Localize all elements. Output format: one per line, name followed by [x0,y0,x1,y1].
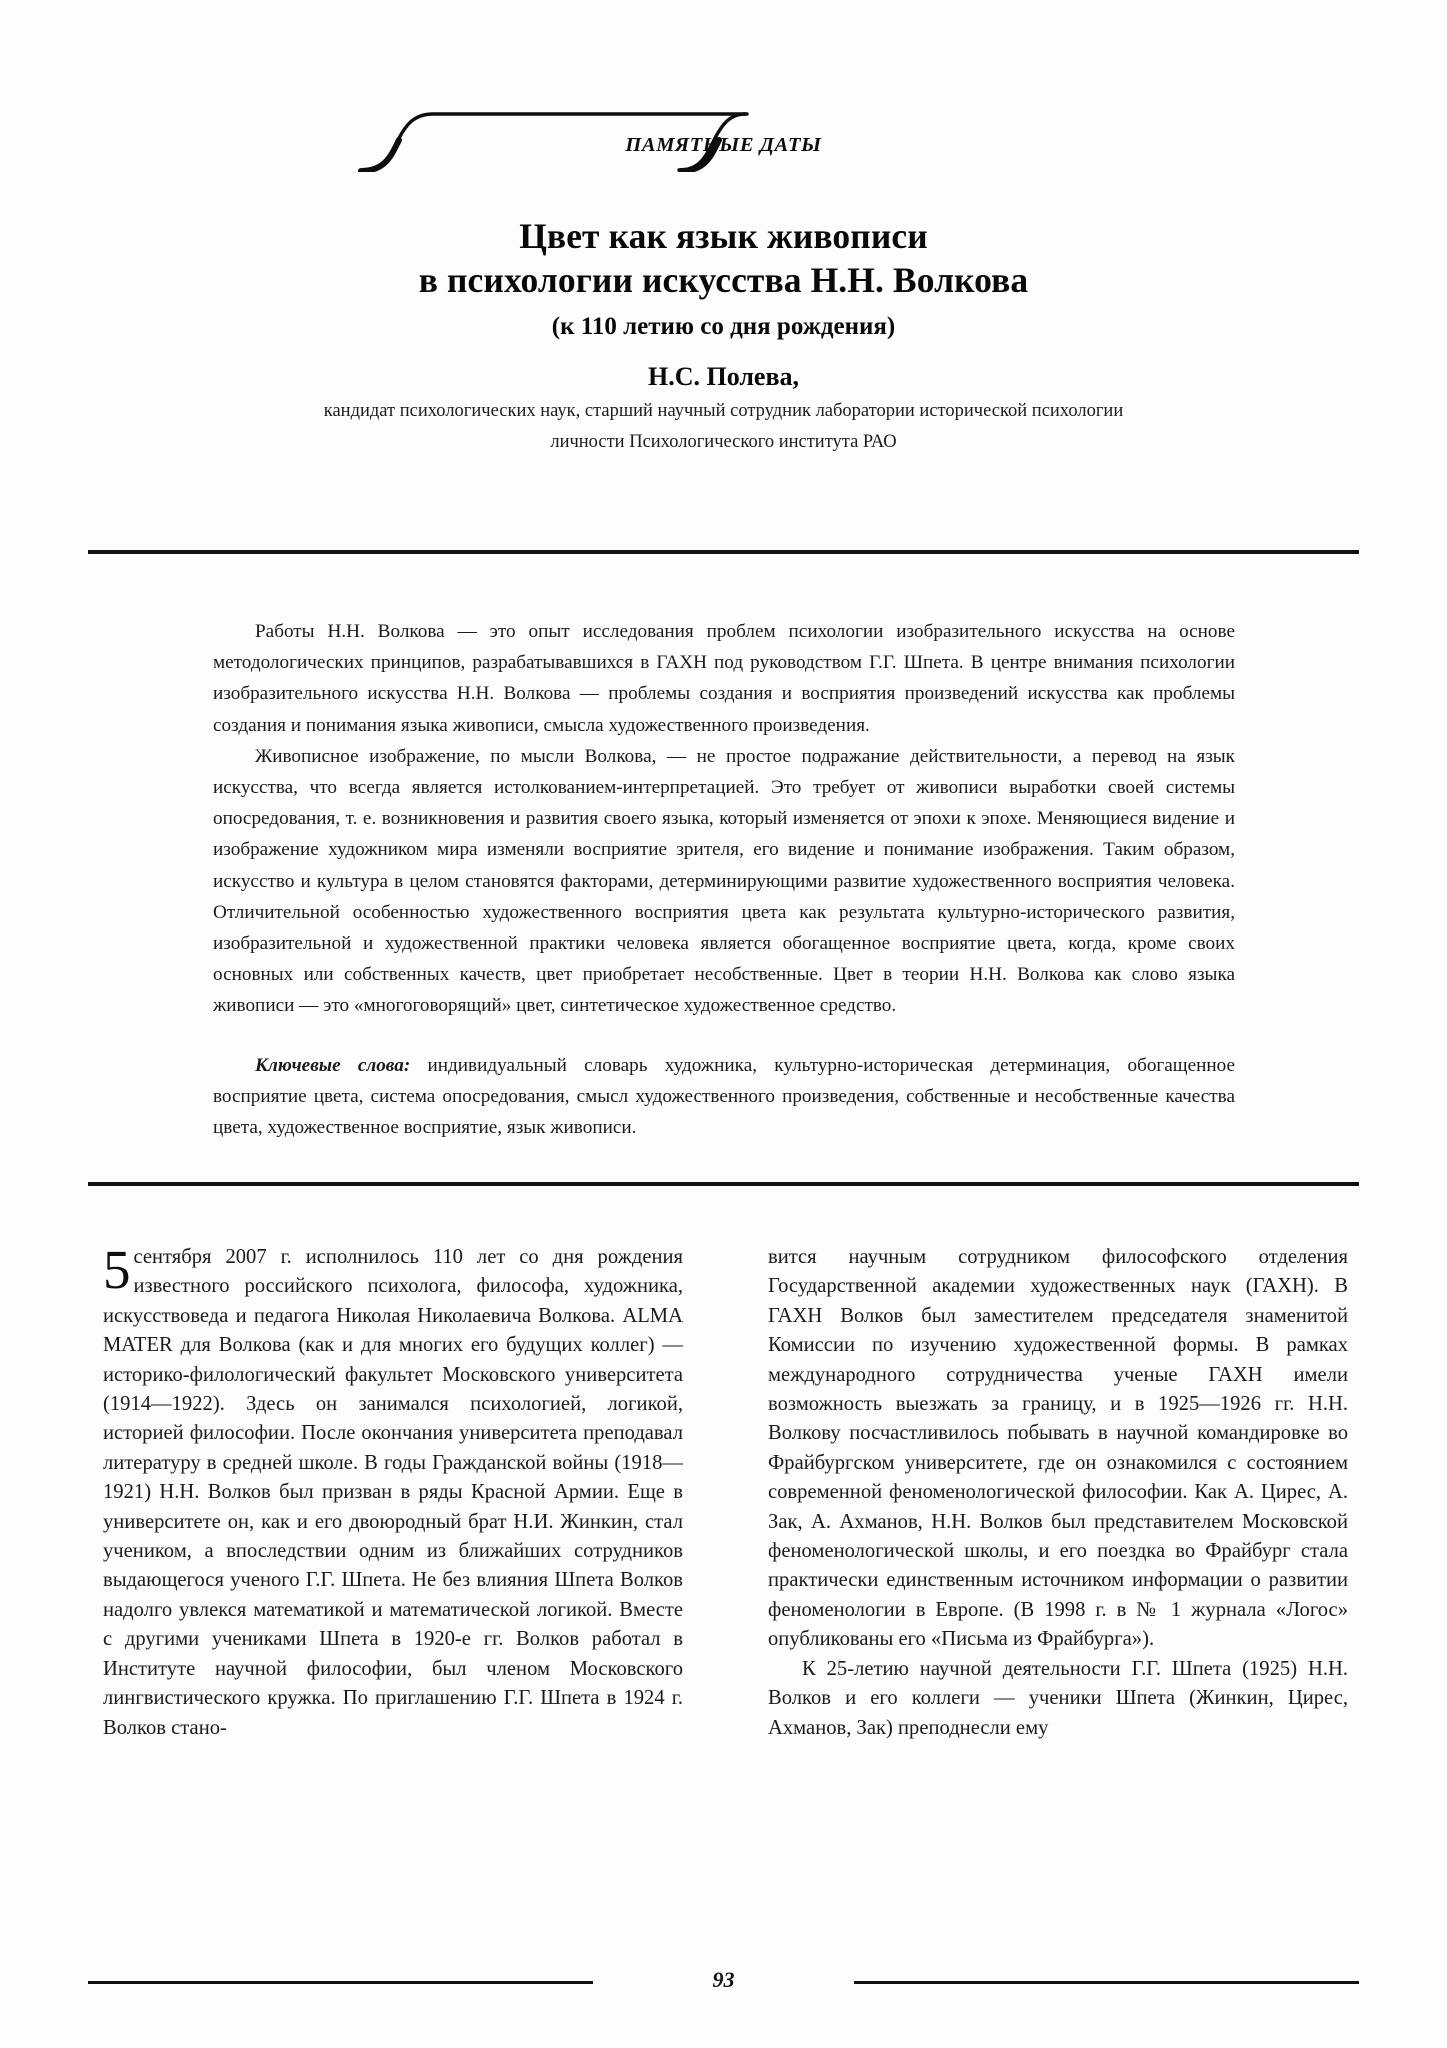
page-footer [88,1967,1359,1994]
running-head-banner [0,96,1447,172]
body-column-left [103,1239,683,1743]
body-text-left-1: сентября 2007 г. исполнилось 110 лет со дня рождения известного российского психолога, философа, художника, искусствоведа и педагога Николая Николаевича Волкова. ALMA MATER для Волкова (как и для многих его будущих коллег) — историко-филологический факультет Московского университета (1914—1922). Здесь он занимался психологией, логикой, историей философии. После окончания университета преподавал литературу в средней школе. В годы Гражданской войны (1918—1921) Н.Н. Волков был призван в ряды Красной Армии. Еще в университете он, как и его двоюродный брат Н.И. Жинкин, стал учеником, а впоследствии одним из ближайших сотрудников выдающегося ученого Г.Г. Шпета. Не без влияния Шпета Волков надолго увлекся математикой и математической логикой. Вместе с другими учениками Шпета в 1920-е гг. Волков работал в Институте научной философии, был членом Московского лингвистического кружка. По приглашению Г.Г. Шпета в 1924 г. Волков стано- [103,1246,683,1739]
drop-cap: 5 [103,1239,131,1300]
keywords-paragraph [213,1050,1235,1144]
running-head-label: ПАМЯТНЫЕ ДАТЫ [625,134,822,156]
page-subtitle: (к 110 летию со дня рождения) [551,313,896,340]
title-block [110,214,1337,455]
divider-top [88,550,1359,554]
keywords-label: Ключевые слова: [255,1054,411,1076]
body-paragraph-right-1: вится научным сотрудником философского отделения Государственной академии художественных наук (ГАХН). В ГАХН Волков был заместителем председателя знаменитой Комиссии по изучению художественной формы. В рамках международного сотрудничества ученые ГАХН имели возможность выезжать за границу, и в 1925—1926 гг. Н.Н. Волкову посчастливилось побывать в научной командировке во Фрайбургском университете, где он ознакомился с состоянием современной феноменологической философии. Как А. Цирес, А. Зак, А. Ахманов, Н.Н. Волков был представителем Московской феноменологической школы, и его поездка во Фрайбург стала практически единственным источником информации о развитии феноменологии в Европе. (В 1998 г. в № 1 журнала «Логос» опубликованы его «Письма из Фрайбурга»). [768,1246,1348,1651]
page-number: 93 [712,1967,735,1992]
body-paragraph-right-2: К 25-летию научной деятельности Г.Г. Шпета (1925) Н.Н. Волков и его коллеги — ученики Шпета (Жинкин, Цирес, Ахманов, Зак) преподнесли ему [768,1657,1348,1739]
page-title-line-2: в психологии искусства Н.Н. Волкова [418,260,1029,300]
body-columns [103,1239,1348,1923]
author-affiliation-line-2: личности Психологического института РАО [550,432,897,452]
abstract-paragraph-1: Работы Н.Н. Волкова — это опыт исследования проблем психологии изобразительного искусства на основе методологических принципов, разрабатывавшихся в ГАХН под руководством Г.Г. Шпета. В центре внимания психологии изобразительного искусства Н.Н. Волкова — проблемы создания и восприятия произведений искусства как проблемы создания и понимания языка живописи, смысла художественного произведения. [213,621,1235,736]
page-title-line-1: Цвет как язык живописи [519,216,928,256]
body-paragraph-left-1 [103,1239,683,1743]
body-column-right [768,1243,1348,1743]
footer-rule-right [854,1981,1359,1984]
divider-bottom [88,1182,1359,1186]
keywords-text: индивидуальный словарь художника, культурно-историческая детерминация, обогащенное восприятие цвета, система опосредования, смысл художественного произведения, собственные и несобственные качества цвета, художественное восприятие, язык живописи. [213,1054,1235,1139]
author-affiliation-line-1: кандидат психологических наук, старший научный сотрудник лаборатории исторической психологии [323,401,1124,421]
author-name: Н.С. Полева, [647,362,800,391]
abstract-section [213,616,1235,1143]
abstract-paragraph-2: Живописное изображение, по мысли Волкова, — не простое подражание действительности, а перевод на язык искусства, что всегда является истолкованием-интерпретацией. Это требует от живописи выработки своей системы опосредования, т. е. возникновения и развития своего языка, который изменяется от эпохи к эпохе. Меняющиеся видение и изображение художником мира изменяли восприятие зрителя, его видение и понимание изображения. Таким образом, искусство и культура в целом становятся факторами, детерминирующими развитие художественного восприятия человека. Отличительной особенностью художественного восприятия цвета как результата культурно-исторического развития, изобразительной и художественной практики человека является обогащенное восприятие цвета, когда, кроме своих основных или собственных качеств, цвет приобретает несобственные. Цвет в теории Н.Н. Волкова как слово языка живописи — это «многоговорящий» цвет, синтетическое художественное средство. [213,745,1235,1017]
